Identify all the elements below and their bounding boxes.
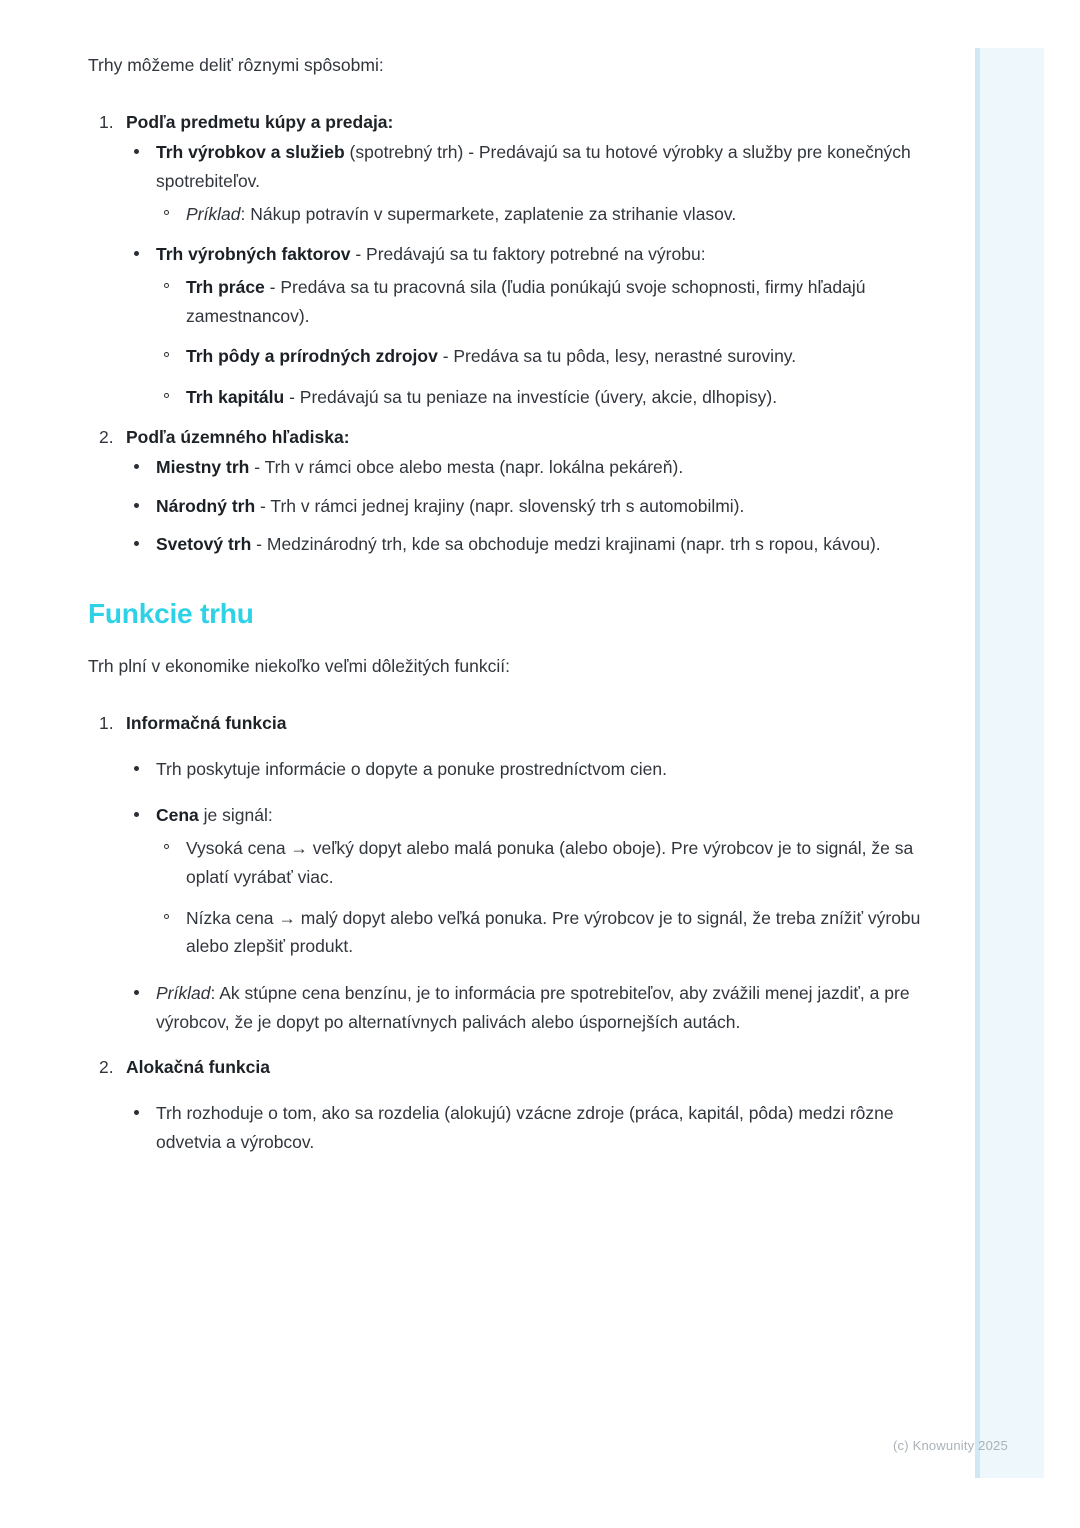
list-item-text [186, 383, 960, 412]
term-label: Trh práce [186, 277, 265, 297]
term-label: Svetový trh [156, 534, 252, 555]
list-item-text [186, 342, 960, 371]
list-item-text: Nízka cena → malý dopyt alebo veľká ponuka. Pre výrobcov je to signál, že treba znížiť výrobu alebo zlepšiť produkt. [186, 907, 921, 957]
list-item-text: Trh poskytuje informácie o dopyte a ponuke prostredníctvom cien. [156, 758, 668, 779]
list-item [156, 383, 960, 412]
list-item-text [156, 801, 960, 830]
term-description: - Trh v rámci jednej krajiny (napr. slovenský trh s automobilmi). [255, 495, 745, 516]
term-label: Trh výrobných faktorov [156, 244, 351, 265]
bullet-circle-icon [164, 914, 169, 919]
list-marker: 2. [99, 426, 114, 447]
sub-bullet-list [156, 273, 960, 412]
copyright-watermark: (c) Knowunity 2025 [893, 1438, 1008, 1453]
list-marker: 1. [99, 712, 114, 733]
sub-bullet-list [156, 200, 960, 229]
bullet-dot-icon [134, 149, 139, 154]
sub-bullet-list [156, 834, 960, 961]
term-label: Trh pôdy a prírodných zdrojov [186, 346, 438, 367]
list-item-numbered [88, 1054, 960, 1157]
bullet-circle-icon [164, 283, 169, 288]
list-item-text [156, 138, 960, 195]
list-item [126, 530, 960, 559]
example-label: Príklad [186, 203, 241, 224]
term-description: - Predávajú sa tu faktory potrebné na výrobu: [350, 244, 706, 265]
list-item-text [156, 453, 960, 482]
list-item-numbered [88, 109, 960, 412]
bullet-circle-icon [164, 844, 169, 849]
bullet-list [126, 453, 960, 559]
list-item [156, 904, 960, 961]
list-item-heading: Informačná funkcia [126, 712, 287, 733]
list-item [126, 755, 960, 784]
term-description: - Predáva sa tu pôda, lesy, nerastné suroviny. [437, 346, 797, 367]
term-description: - Predávajú sa tu peniaze na investície (úvery, akcie, dlhopisy). [284, 387, 778, 408]
list-item-numbered [88, 710, 960, 1037]
list-item-numbered [88, 424, 960, 559]
list-item-text [186, 200, 960, 229]
bullet-list [126, 138, 960, 412]
bullet-dot-icon [134, 766, 139, 771]
bullet-list [126, 755, 960, 1037]
list-item-text: Vysoká cena → veľký dopyt alebo malá ponuka (alebo oboje). Pre výrobcov je to signál, že sa oplatí vyrábať viac. [186, 838, 914, 887]
bullet-dot-icon [134, 812, 139, 817]
bullet-dot-icon [134, 251, 139, 256]
term-label: Trh výrobkov a služieb [156, 142, 345, 163]
right-decorative-panel [975, 48, 1044, 1478]
list-item-text: Trh rozhoduje o tom, ako sa rozdelia (alokujú) vzácne zdroje (práca, kapitál, pôda) medzi rôzne odvetvia a výrobcov. [156, 1103, 894, 1153]
classification-list [88, 109, 960, 559]
list-item [156, 342, 960, 371]
term-label: Miestny trh [156, 456, 250, 477]
bullet-dot-icon [134, 541, 139, 546]
term-description: je signál: [198, 805, 273, 826]
list-item [126, 801, 960, 960]
intro-paragraph: Trhy môžeme deliť rôznymi spôsobmi: [88, 55, 384, 75]
list-item [156, 834, 960, 891]
list-item [156, 200, 960, 229]
example-label: Príklad [156, 982, 211, 1003]
term-label: Trh kapitálu [186, 387, 285, 408]
list-marker: 1. [99, 112, 114, 133]
functions-list [88, 710, 960, 1157]
term-description: - Predáva sa tu pracovná sila (ľudia ponúkajú svoje schopnosti, firmy hľadajú zamestnancov). [186, 277, 866, 326]
list-item [126, 1099, 960, 1156]
list-item [126, 138, 960, 228]
term-label: Národný trh [156, 495, 256, 516]
list-marker: 2. [99, 1057, 114, 1078]
list-item-text [186, 273, 960, 330]
section-intro-paragraph: Trh plní v ekonomike niekoľko veľmi dôležitých funkcií: [88, 655, 510, 676]
example-description: : Ak stúpne cena benzínu, je to informácia pre spotrebiteľov, aby zvážili menej jazdiť, a pre výrobcov, že je dopyt po alternatívnych palivách alebo úspornejších autách. [156, 982, 910, 1032]
list-item-text [156, 530, 960, 559]
list-item-heading: Podľa predmetu kúpy a predaja: [126, 112, 394, 133]
list-item [156, 273, 960, 330]
bullet-circle-icon [164, 393, 169, 398]
term-label: Cena [156, 805, 199, 826]
list-item-text [156, 492, 960, 521]
term-description: - Medzinárodný trh, kde sa obchoduje medzi krajinami (napr. trh s ropou, kávou). [251, 534, 881, 555]
bullet-circle-icon [164, 210, 169, 215]
bullet-list [126, 1099, 960, 1156]
term-description: - Trh v rámci obce alebo mesta (napr. lokálna pekáreň). [249, 456, 684, 477]
bullet-dot-icon [134, 464, 139, 469]
bullet-dot-icon [134, 1110, 139, 1115]
bullet-dot-icon [134, 990, 139, 995]
list-item-heading: Alokačná funkcia [126, 1057, 270, 1078]
list-item-heading: Podľa územného hľadiska: [126, 426, 350, 447]
example-description: : Nákup potravín v supermarkete, zaplatenie za strihanie vlasov. [240, 203, 737, 224]
list-item [126, 979, 960, 1036]
list-item [126, 453, 960, 482]
list-item-text [156, 240, 960, 269]
bullet-circle-icon [164, 352, 169, 357]
bullet-dot-icon [134, 503, 139, 508]
list-item [126, 240, 960, 411]
list-item [126, 492, 960, 521]
list-item-text [156, 979, 960, 1036]
section-heading: Funkcie trhu [88, 597, 254, 629]
term-description: (spotrebný trh) - Predávajú sa tu hotové výrobky a služby pre konečných spotrebiteľov. [156, 142, 911, 191]
